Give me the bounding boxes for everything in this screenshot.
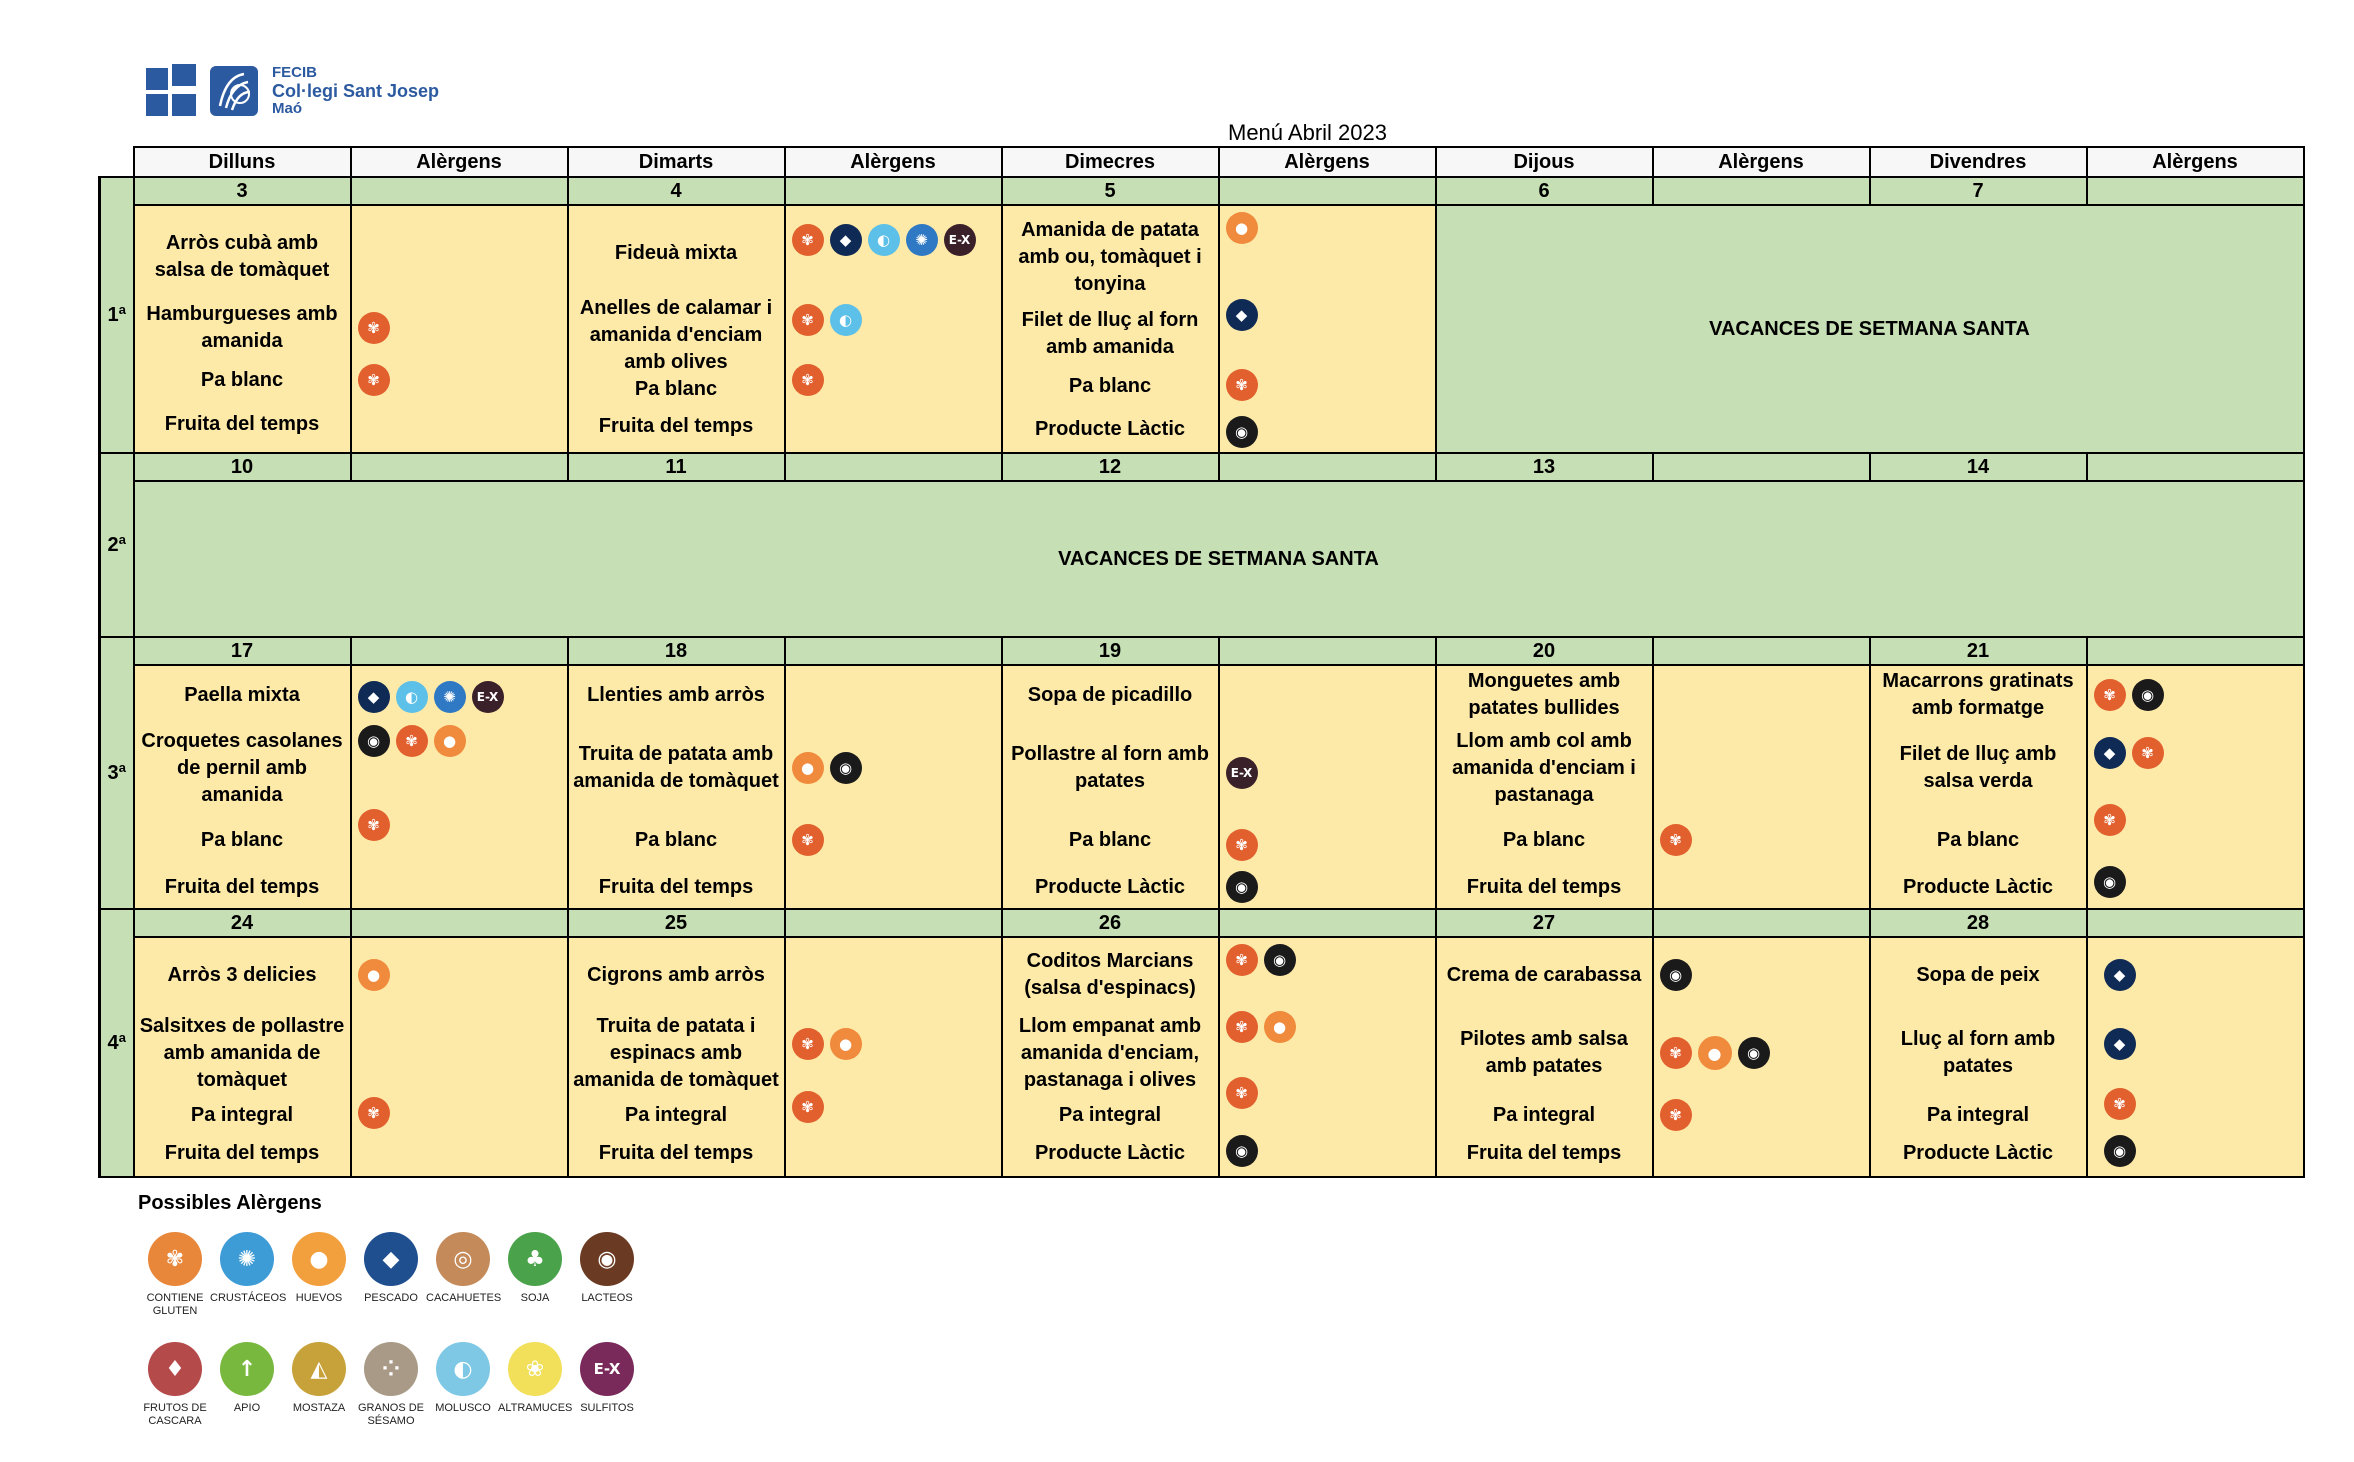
week-row [100,937,2304,1177]
dish: Hamburgueses amb amanida [146,303,338,352]
legend-sesame: ⁘ GRANOS DE SÉSAMO [354,1342,428,1428]
dish: Cigrons amb arròs [587,963,765,986]
logo-square [146,68,168,90]
date-spacer [1219,453,1436,481]
header-friday: Divendres [1870,147,2087,177]
week-label: 3ª [100,637,134,909]
legend-lupins: ❀ ALTRAMUCES [498,1342,572,1415]
day-menu [1436,937,1653,1177]
legend-celery: ↑ APIO [210,1342,284,1415]
logo-square [146,94,168,116]
school-name [272,64,439,118]
date-row [100,637,2304,665]
lupin-icon: ❀ [508,1342,562,1396]
header-allergens: Alèrgens [1219,147,1436,177]
wheat-icon: ✾ [1660,1099,1692,1131]
date-spacer [1653,177,1870,205]
sulfites-icon: E-X [1226,757,1258,789]
day-menu [1002,937,1219,1177]
milk-jug-icon: ◉ [1738,1037,1770,1069]
date-cell: 7 [1870,177,2087,205]
wheat-icon: ✾ [358,312,390,344]
allergen-cell [2087,937,2304,1177]
date-spacer [785,909,1002,937]
day-menu [1002,665,1219,909]
legend-fish: ◆ PESCADO [354,1232,428,1305]
dish: Filet de lluç amb salsa verda [1899,743,2057,792]
dish: Fruita del temps [1466,875,1622,898]
wheat-icon: ✾ [792,1091,824,1123]
shell-icon: ◐ [436,1342,490,1396]
dish: Coditos Marcians (salsa d'espinacs) [1024,950,1196,999]
corner-cell [100,147,134,177]
crab-icon: ✺ [906,224,938,256]
legend-sulphites: E-X SULFITOS [570,1342,644,1415]
day-menu [1436,665,1653,909]
milk-jug-icon: ◉ [2104,1135,2136,1167]
day-menu [568,205,785,453]
page-title: Menú Abril 2023 [1228,120,1387,145]
date-spacer [1653,453,1870,481]
dish: Monguetes amb patates bullides [1467,670,1621,719]
wheat-icon: ✾ [1226,1011,1258,1043]
dish: Pa blanc [1936,828,2020,851]
school-federation: FECIB [272,64,317,81]
date-cell: 13 [1436,453,1653,481]
date-spacer [2087,637,2304,665]
dish: Sopa de picadillo [1027,683,1193,706]
wheat-icon: ✾ [792,824,824,856]
date-cell: 20 [1436,637,1653,665]
fish-icon: ◆ [1226,299,1258,331]
date-cell: 4 [568,177,785,205]
holiday-banner: VACANCES DE SETMANA SANTA [134,481,2304,637]
legend-soy: ♣ SOJA [498,1232,572,1305]
date-cell: 10 [134,453,351,481]
dish: Pa blanc [200,368,284,391]
legend-molluscs: ◐ MOLUSCO [426,1342,500,1415]
allergen-cell [351,937,568,1177]
mustard-icon: ◭ [292,1342,346,1396]
dish: Fruita del temps [164,1141,320,1164]
day-menu [134,937,351,1177]
date-cell: 5 [1002,177,1219,205]
dish: Llom amb col amb amanida d'enciam i pastanaga [1452,729,1636,806]
celery-icon: ↑ [220,1342,274,1396]
allergen-cell [2087,665,2304,909]
fish-icon: ◆ [2094,737,2126,769]
wheat-icon: ✾ [396,725,428,757]
dish: Fruita del temps [1466,1141,1622,1164]
wheat-icon: ✾ [358,809,390,841]
day-menu [568,665,785,909]
allergen-cell [1219,665,1436,909]
dish: Fruita del temps [164,875,320,898]
date-cell: 3 [134,177,351,205]
wheat-icon: ✾ [792,1028,824,1060]
wheat-icon: ✾ [358,1097,390,1129]
week-label: 1ª [100,177,134,453]
dish: Llenties amb arròs [587,683,765,706]
wheat-icon: ✾ [792,224,824,256]
eggs-icon: ● [434,725,466,757]
wheat-icon: ✾ [2094,804,2126,836]
date-cell: 14 [1870,453,2087,481]
date-cell: 24 [134,909,351,937]
dish: Fruita del temps [598,875,754,898]
wheat-icon: ✾ [1226,944,1258,976]
allergen-cell [351,665,568,909]
legend-dairy: ◉ LACTEOS [570,1232,644,1305]
date-row [100,453,2304,481]
date-spacer [2087,909,2304,937]
dish: Amanida de patata amb ou, tomàquet i tonyina [1018,218,1202,295]
dish: Crema de carabassa [1446,963,1642,986]
week-row [100,205,2304,453]
date-cell: 11 [568,453,785,481]
date-cell: 27 [1436,909,1653,937]
eggs-icon: ● [292,1232,346,1286]
dish: Pa blanc [1068,374,1152,397]
wheat-icon: ✾ [1660,1037,1692,1069]
crab-icon: ✺ [220,1232,274,1286]
date-spacer [2087,453,2304,481]
wheat-icon: ✾ [2104,1088,2136,1120]
allergen-cell [1653,937,1870,1177]
date-cell: 21 [1870,637,2087,665]
milk-jug-icon: ◉ [1226,1135,1258,1167]
dish: Fruita del temps [598,414,754,437]
day-menu [1870,665,2087,909]
wheat-icon: ✾ [1226,1077,1258,1109]
dish: Fideuà mixta [614,241,738,264]
allergen-cell [785,205,1002,453]
eggs-icon: ● [358,959,390,991]
milk-jug-icon: ◉ [580,1232,634,1286]
dish: Pa blanc [200,828,284,851]
milk-jug-icon: ◉ [2094,866,2126,898]
school-emblem-icon [210,66,258,116]
dish: Pa blanc [634,377,718,400]
dish: Pa integral [1058,1103,1162,1126]
dish: Pollastre al forn amb patates [1011,743,1209,792]
dish: Truita de patata amb amanida de tomàquet [573,743,779,792]
header-allergens: Alèrgens [2087,147,2304,177]
week-label: 4ª [100,909,134,1177]
day-menu [134,665,351,909]
dish: Pilotes amb salsa amb patates [1460,1028,1628,1077]
wheat-icon: ✾ [148,1232,202,1286]
milk-jug-icon: ◉ [1226,416,1258,448]
header-monday: Dilluns [134,147,351,177]
header-allergens: Alèrgens [351,147,568,177]
day-menu [568,937,785,1177]
date-cell: 25 [568,909,785,937]
dish: Salsitxes de pollastre amb amanida de tomàquet [139,1014,345,1091]
legend-crustaceans: ✺ CRUSTÁCEOS [210,1232,284,1305]
shell-icon: ◐ [396,681,428,713]
allergen-cell [785,665,1002,909]
peanut-icon: ◎ [436,1232,490,1286]
allergen-cell [1653,665,1870,909]
dish: Pa blanc [634,828,718,851]
legend-nuts: ♦ FRUTOS DE CASCARA [138,1342,212,1428]
dish: Pa integral [1492,1103,1596,1126]
date-spacer [1653,909,1870,937]
legend-peanuts: ◎ CACAHUETES [426,1232,500,1305]
header-allergens: Alèrgens [785,147,1002,177]
date-cell: 6 [1436,177,1653,205]
day-menu [1870,937,2087,1177]
dish: Croquetes casolanes de pernil amb amanida [141,729,343,806]
date-spacer [1219,637,1436,665]
allergen-cell [1219,937,1436,1177]
eggs-icon: ● [1698,1036,1732,1070]
dish: Producte Làctic [1902,1141,2054,1164]
date-cell: 28 [1870,909,2087,937]
dish: Truita de patata i espinacs amb amanida de tomàquet [573,1014,779,1091]
dish: Pa blanc [1068,828,1152,851]
date-spacer [1219,909,1436,937]
legend-eggs: ● HUEVOS [282,1232,356,1305]
day-menu [134,205,351,453]
shell-icon: ◐ [830,304,862,336]
dish: Llom empanat amb amanida d'enciam, pastanaga i olives [1018,1014,1202,1091]
wheat-icon: ✾ [792,304,824,336]
header-allergens: Alèrgens [1653,147,1870,177]
legend-mustard: ◭ MOSTAZA [282,1342,356,1415]
dish: Pa integral [190,1103,294,1126]
week-label: 2ª [100,453,134,637]
date-spacer [1219,177,1436,205]
sulfites-icon: E-X [580,1342,634,1396]
eggs-icon: ● [792,752,824,784]
fish-icon: ◆ [2104,959,2136,991]
menu-grid [98,146,2305,1178]
holiday-banner: VACANCES DE SETMANA SANTA [1436,205,2304,453]
date-spacer [351,637,568,665]
week-row [100,481,2304,637]
allergen-cell [1219,205,1436,453]
week-row [100,665,2304,909]
allergen-cell [351,205,568,453]
dish: Producte Làctic [1034,1141,1186,1164]
wheat-icon: ✾ [792,364,824,396]
allergen-cell [785,937,1002,1177]
dish: Macarrons gratinats amb formatge [1882,670,2074,719]
milk-jug-icon: ◉ [830,752,862,784]
dish: Anelles de calamar i amanida d'enciam amb olives [579,296,773,373]
fish-icon: ◆ [2104,1028,2136,1060]
date-row [100,177,2304,205]
dish: Sopa de peix [1916,963,2040,986]
header-wednesday: Dimecres [1002,147,1219,177]
date-cell: 17 [134,637,351,665]
fish-icon: ◆ [830,224,862,256]
milk-jug-icon: ◉ [358,725,390,757]
milk-jug-icon: ◉ [1660,959,1692,991]
eggs-icon: ● [830,1028,862,1060]
milk-jug-icon: ◉ [1226,871,1258,903]
header-row [100,147,2304,177]
date-row [100,909,2304,937]
header-thursday: Dijous [1436,147,1653,177]
wheat-icon: ✾ [1226,369,1258,401]
milk-jug-icon: ◉ [2132,679,2164,711]
dish: Pa integral [1926,1103,2030,1126]
wheat-icon: ✾ [2094,679,2126,711]
eggs-icon: ● [1226,212,1258,244]
date-spacer [1653,637,1870,665]
eggs-icon: ● [1264,1011,1296,1043]
wheat-icon: ✾ [1226,829,1258,861]
sulfites-icon: E-X [472,681,504,713]
dish: Arròs cubà amb salsa de tomàquet [154,232,330,281]
dish: Arròs 3 delicies [167,963,317,986]
date-spacer [785,637,1002,665]
dish: Pa integral [624,1103,728,1126]
fish-icon: ◆ [364,1232,418,1286]
wheat-icon: ✾ [1660,824,1692,856]
date-spacer [785,453,1002,481]
date-spacer [351,177,568,205]
dish: Producte Làctic [1902,875,2054,898]
dish: Fruita del temps [164,412,320,435]
date-spacer [351,909,568,937]
sesame-icon: ⁘ [364,1342,418,1396]
date-spacer [785,177,1002,205]
shell-icon: ◐ [868,224,900,256]
dish: Producte Làctic [1034,417,1186,440]
school-college: Col·legi Sant Josep [272,81,440,101]
sulfites-icon: E-X [944,224,976,256]
dish: Lluç al forn amb patates [1900,1028,2056,1077]
school-town: Maó [272,100,302,117]
legend-gluten: ✾ CONTIENE GLUTEN [138,1232,212,1318]
dish: Pa blanc [1502,828,1586,851]
logo-square [172,94,196,116]
logo-square [172,64,196,86]
date-cell: 26 [1002,909,1219,937]
wheat-icon: ✾ [2132,737,2164,769]
date-cell: 18 [568,637,785,665]
crab-icon: ✺ [434,681,466,713]
wheat-icon: ✾ [358,364,390,396]
dish: Paella mixta [184,683,300,706]
header-tuesday: Dimarts [568,147,785,177]
soy-icon: ♣ [508,1232,562,1286]
dish: Fruita del temps [598,1141,754,1164]
milk-jug-icon: ◉ [1264,944,1296,976]
dish: Filet de lluç al forn amb amanida [1021,309,1199,358]
nut-icon: ♦ [148,1342,202,1396]
date-spacer [2087,177,2304,205]
date-cell: 19 [1002,637,1219,665]
day-menu [1002,205,1219,453]
legend-title: Possibles Alèrgens [138,1192,322,1214]
fish-icon: ◆ [358,681,390,713]
date-spacer [351,453,568,481]
date-cell: 12 [1002,453,1219,481]
dish: Producte Làctic [1034,875,1186,898]
